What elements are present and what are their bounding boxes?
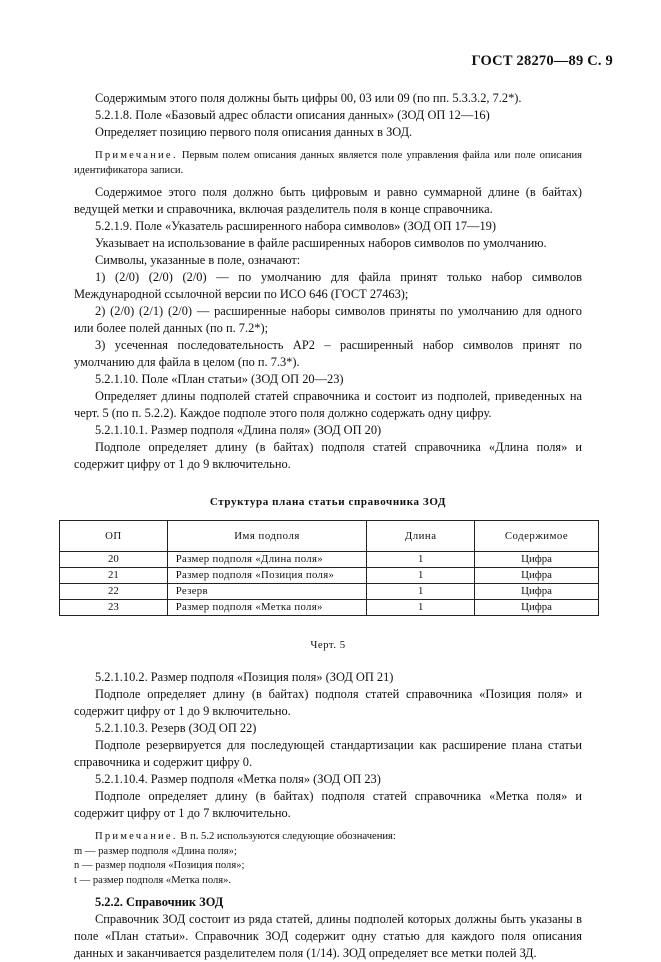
cell-op: 23: [60, 600, 168, 616]
note-notation: [74, 830, 582, 888]
table-row: [60, 568, 599, 584]
cell-op: 22: [60, 584, 168, 600]
note-label: Примечание.: [95, 831, 178, 842]
document-body: [74, 90, 582, 962]
paragraph: Определяет позицию первого поля описания данных в ЗОД.: [95, 125, 413, 139]
table-row: [60, 584, 599, 600]
cell-length: 1: [367, 568, 475, 584]
page-header: ГОСТ 28270—89 С. 9: [471, 53, 613, 69]
column-header-name: Имя подполя: [167, 521, 367, 552]
paragraph: Указывает на использование в файле расширенных наборов символов по умолчанию.: [95, 236, 547, 250]
paragraph: Подполе определяет длину (в байтах) подполя статей справочника «Позиция поля» и содержит цифру от 1 до 9 включительно.: [74, 687, 582, 718]
cell-name: Размер подполя «Длина поля»: [167, 552, 367, 568]
clause-heading-5-2-1-10-1: 5.2.1.10.1. Размер подполя «Длина поля» (ЗОД ОП 20): [95, 423, 382, 437]
list-item: 3) усеченная последовательность АР2 – расширенный набор символов принят по умолчанию для файла в целом (по п. 7.3*).: [74, 338, 582, 369]
column-header-content: Содержимое: [475, 521, 599, 552]
list-item: 1) (2/0) (2/0) (2/0) — по умолчанию для файла принят только набор символов Международной ссылочной версии по ИСО 646 (ГОСТ 27463);: [74, 270, 582, 301]
cell-length: 1: [367, 584, 475, 600]
cell-op: 20: [60, 552, 168, 568]
clause-heading-5-2-1-10-3: 5.2.1.10.3. Резерв (ЗОД ОП 22): [95, 721, 257, 735]
paragraph: Содержимое этого поля должно быть цифровым и равно суммарной длине (в байтах) ведущей метки и справочника, включая разделитель поля в конце справочника.: [74, 185, 582, 216]
paragraph: Символы, указанные в поле, означают:: [95, 253, 301, 267]
note-text: Первым полем описания данных является поле управления файла или поле описания идентификатора записи.: [74, 150, 582, 176]
cell-name: Размер подполя «Позиция поля»: [167, 568, 367, 584]
clause-heading-5-2-1-10-4: 5.2.1.10.4. Размер подполя «Метка поля» (ЗОД ОП 23): [95, 772, 381, 786]
clause-heading-5-2-1-8: 5.2.1.8. Поле «Базовый адрес области описания данных» (ЗОД ОП 12—16): [95, 108, 490, 122]
cell-content: Цифра: [475, 552, 599, 568]
plan-structure-table: [59, 520, 599, 616]
cell-name: Размер подполя «Метка поля»: [167, 600, 367, 616]
cell-content: Цифра: [475, 568, 599, 584]
cell-length: 1: [367, 600, 475, 616]
cell-op: 21: [60, 568, 168, 584]
list-item: 2) (2/0) (2/1) (2/0) — расширенные наборы символов приняты по умолчанию для одного или более полей данных (по п. 7.2*);: [74, 304, 582, 335]
paragraph: Справочник ЗОД состоит из ряда статей, длины подполей которых должны быть указаны в поле «План статьи». Справочник ЗОД содержит одну статью для каждого поля описания данных и заканчивается разделителем поля (1/14). ЗОД определяет все метки полей ЗД.: [74, 912, 582, 960]
clause-heading-5-2-1-10-2: 5.2.1.10.2. Размер подполя «Позиция поля» (ЗОД ОП 21): [95, 670, 394, 684]
clause-heading-5-2-1-10: 5.2.1.10. Поле «План статьи» (ЗОД ОП 20—23): [95, 372, 344, 386]
column-header-length: Длина: [367, 521, 475, 552]
column-header-op: ОП: [60, 521, 168, 552]
section-title: Справочник ЗОД: [126, 895, 224, 909]
cell-length: 1: [367, 552, 475, 568]
note-line: n — размер подполя «Позиция поля»;: [74, 860, 245, 871]
section-number: 5.2.2.: [95, 895, 123, 909]
note-text: В п. 5.2 используются следующие обозначения:: [180, 831, 396, 842]
paragraph: Подполе определяет длину (в байтах) подполя статей справочника «Метка поля» и содержит цифру от 1 до 7 включительно.: [74, 789, 582, 820]
note-label: Примечание.: [95, 150, 178, 161]
clause-heading-5-2-1-9: 5.2.1.9. Поле «Указатель расширенного набора символов» (ЗОД ОП 17—19): [95, 219, 496, 233]
section-heading-5-2-2: [74, 894, 582, 911]
table-caption: Структура плана статьи справочника ЗОД: [209, 496, 447, 508]
table-row: [60, 552, 599, 568]
cell-content: Цифра: [475, 584, 599, 600]
paragraph: Определяет длины подполей статей справочника и состоит из подполей, приведенных на черт. 5 (по п. 5.2.2). Каждое подполе этого поля должно содержать одну цифру.: [74, 389, 582, 420]
table-header-row: [60, 521, 599, 552]
cell-content: Цифра: [475, 600, 599, 616]
note-line: m — размер подполя «Длина поля»;: [74, 845, 237, 857]
paragraph: Содержимым этого поля должны быть цифры 00, 03 или 09 (по пп. 5.3.3.2, 7.2*).: [95, 91, 522, 105]
cell-name: Резерв: [167, 584, 367, 600]
figure-label: Черт. 5: [310, 639, 346, 651]
table-row: [60, 600, 599, 616]
note-line: t — размер подполя «Метка поля».: [74, 874, 232, 886]
note-first-field: [74, 149, 582, 178]
paragraph: Подполе определяет длину (в байтах) подполя статей справочника «Длина поля» и содержит цифру от 1 до 9 включительно.: [74, 440, 582, 471]
paragraph: Подполе резервируется для последующей стандартизации как расширение плана статьи справочника и содержит цифру 0.: [74, 738, 582, 769]
